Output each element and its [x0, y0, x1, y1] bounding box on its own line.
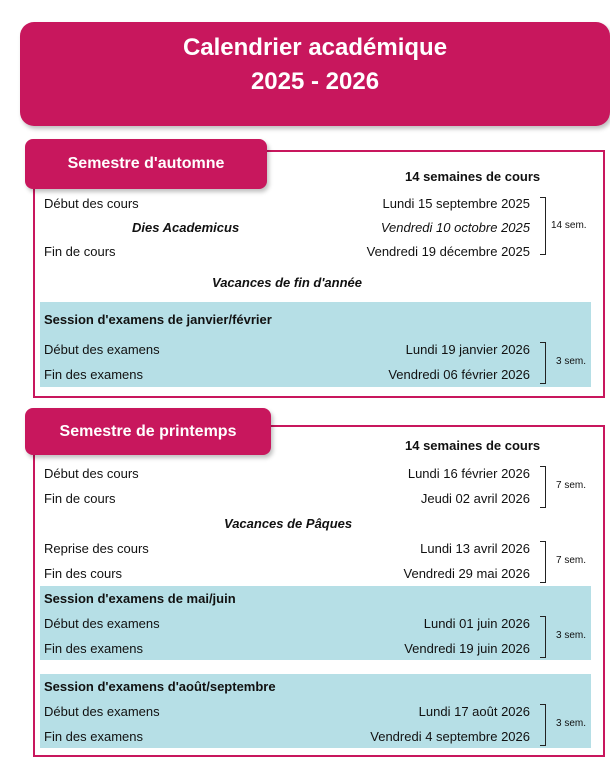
autumn-course-end-label: Fin de cours: [44, 244, 116, 259]
winter-exam-bracket: [540, 342, 546, 384]
spring-part2-bracket: [540, 541, 546, 583]
autumn-exam-bracket: [540, 704, 546, 746]
autumn-vacation: Vacances de fin d'année: [212, 275, 363, 290]
spring-part1-duration: 7 sem.: [556, 480, 587, 491]
autumn-exam-start-date: Lundi 17 août 2026: [418, 704, 530, 719]
dies-academicus-date: Vendredi 10 octobre 2025: [380, 220, 530, 235]
summer-exam-duration: 3 sem.: [556, 630, 587, 641]
autumn-course-start-label: Début des cours: [44, 196, 139, 211]
spring-course-end-date: Vendredi 29 mai 2026: [403, 566, 530, 581]
spring-course-break-label: Fin de cours: [44, 491, 116, 506]
spring-course-end-label: Fin des cours: [44, 566, 123, 581]
winter-exam-duration: 3 sem.: [556, 356, 587, 367]
spring-vacation: Vacances de Pâques: [224, 516, 353, 531]
winter-exam-session-title: Session d'examens de janvier/février: [44, 312, 272, 327]
spring-part1-bracket: [540, 466, 546, 508]
summer-exam-end-label: Fin des examens: [44, 641, 143, 656]
summer-exam-start-label: Début des examens: [44, 616, 160, 631]
winter-exam-end-label: Fin des examens: [44, 367, 143, 382]
spring-course-break-date: Jeudi 02 avril 2026: [420, 491, 530, 506]
spring-part2-duration: 7 sem.: [556, 555, 587, 566]
page-title: Calendrier académique: [182, 34, 448, 61]
summer-exam-start-date: Lundi 01 juin 2026: [423, 616, 530, 631]
autumn-duration: 14 sem.: [551, 220, 587, 231]
summer-exam-session-title: Session d'examens de mai/juin: [44, 591, 236, 606]
autumn-duration-bracket: [540, 197, 546, 255]
autumn-exam-end-date: Vendredi 4 septembre 2026: [370, 729, 530, 744]
autumn-exam-end-label: Fin des examens: [44, 729, 143, 744]
summer-exam-end-date: Vendredi 19 juin 2026: [404, 641, 530, 656]
autumn-course-end-date: Vendredi 19 décembre 2025: [366, 244, 530, 259]
winter-exam-start-label: Début des examens: [44, 342, 160, 357]
spring-course-resume-label: Reprise des cours: [44, 541, 149, 556]
spring-course-start-label: Début des cours: [44, 466, 139, 481]
spring-course-start-date: Lundi 16 février 2026: [407, 466, 530, 481]
winter-exam-start-date: Lundi 19 janvier 2026: [405, 342, 530, 357]
winter-exam-end-date: Vendredi 06 février 2026: [388, 367, 530, 382]
autumn-exam-duration: 3 sem.: [556, 718, 587, 729]
spring-weeks-count: 14 semaines de cours: [405, 438, 541, 453]
autumn-semester-tab: Semestre d'automne: [25, 139, 267, 189]
autumn-exam-start-label: Début des examens: [44, 704, 160, 719]
autumn-course-start-date: Lundi 15 septembre 2025: [382, 196, 530, 211]
spring-semester-tab: Semestre de printemps: [25, 408, 271, 455]
dies-academicus-label: Dies Academicus: [132, 220, 240, 235]
spring-course-resume-date: Lundi 13 avril 2026: [420, 541, 530, 556]
academic-year: 2025 - 2026: [250, 68, 380, 95]
calendar-header: [20, 22, 610, 126]
summer-exam-bracket: [540, 616, 546, 658]
autumn-weeks-count: 14 semaines de cours: [405, 169, 541, 184]
autumn-exam-session-title: Session d'examens d'août/septembre: [44, 679, 276, 694]
